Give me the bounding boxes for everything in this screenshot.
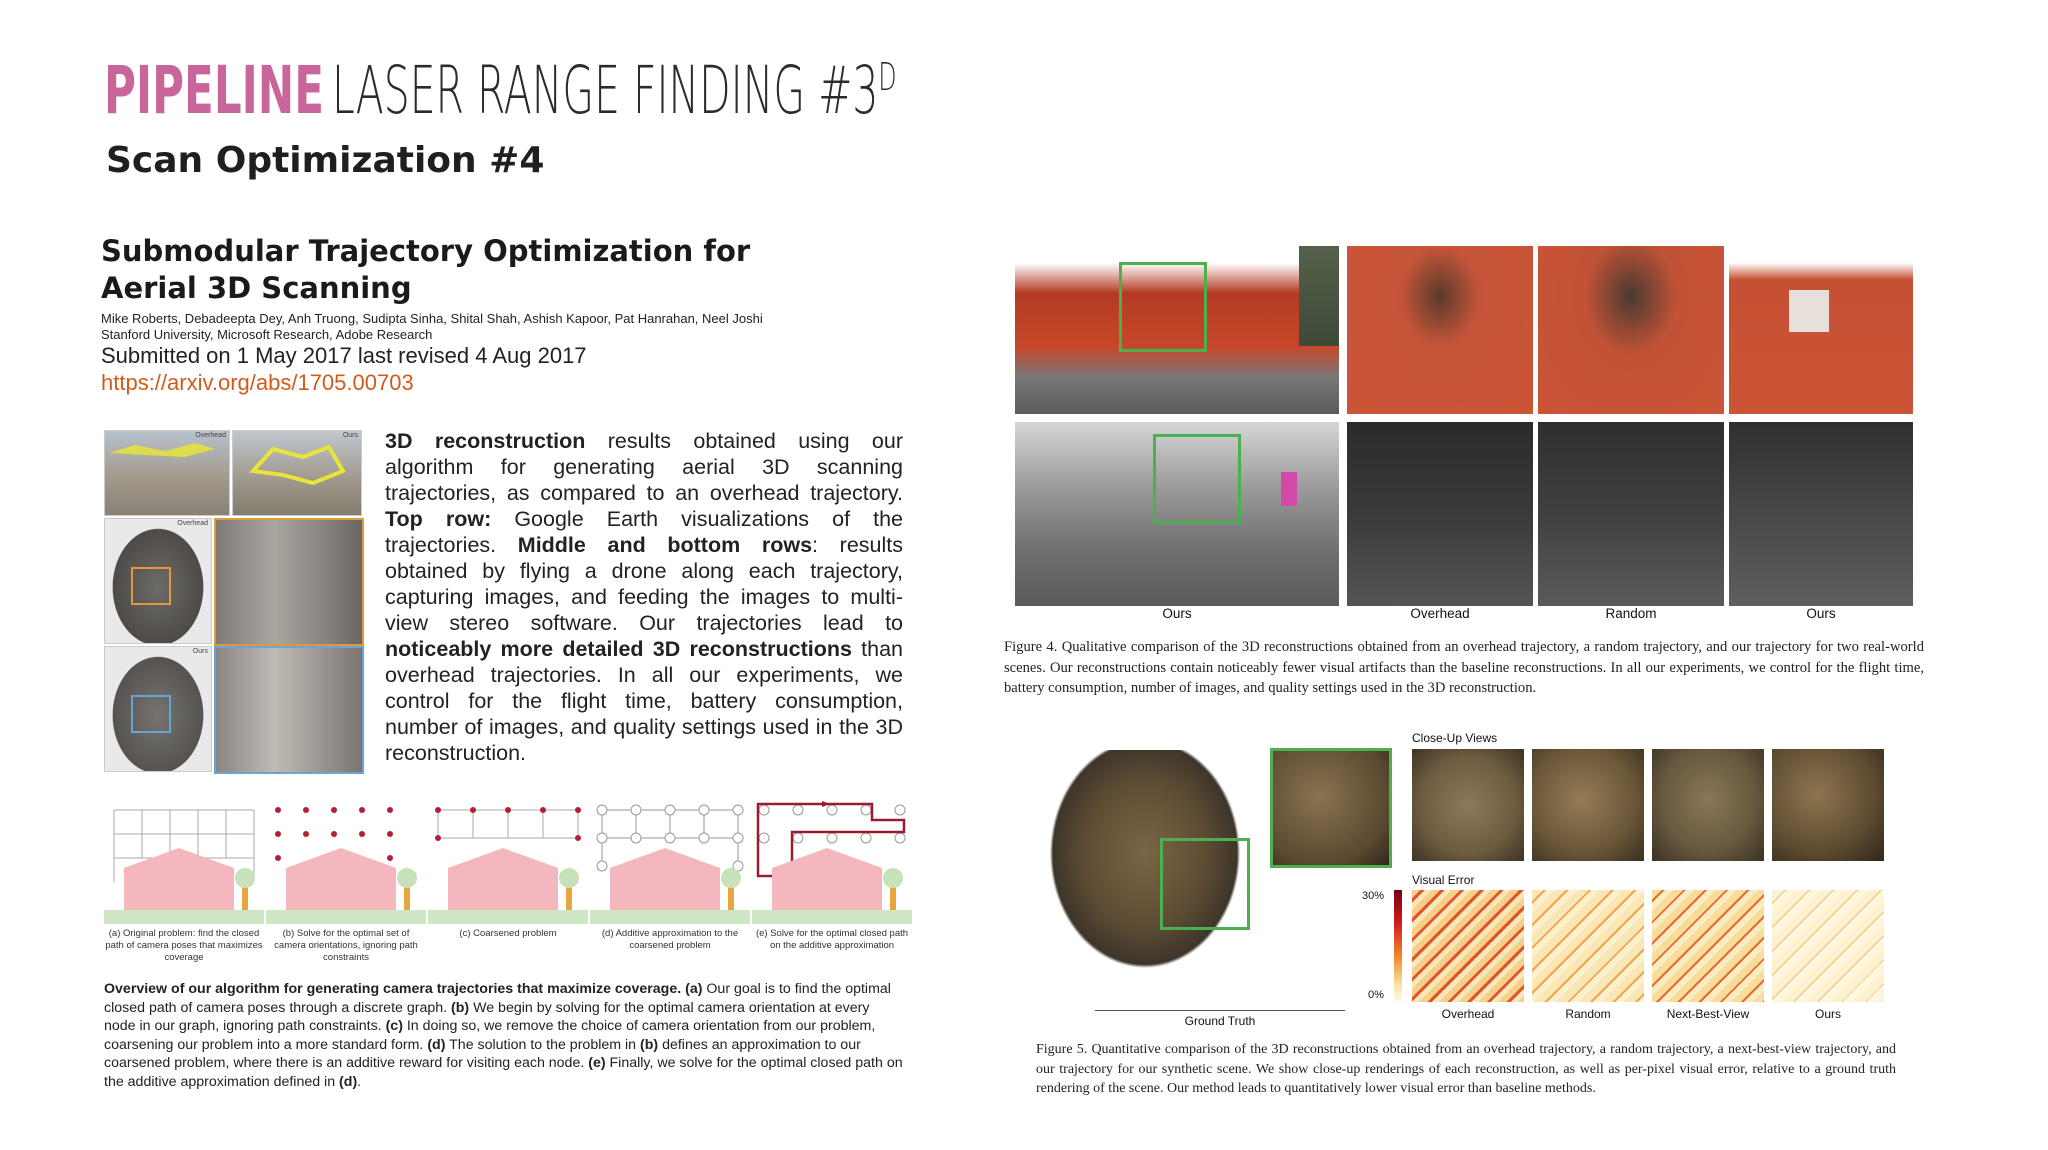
pipeline-caption-c: (c) Coarsened problem xyxy=(459,928,557,939)
trajectory-overlay-icon xyxy=(105,431,229,515)
trajectory-overlay-icon xyxy=(233,431,361,515)
fig5-error-overhead xyxy=(1412,890,1524,1002)
header-title: LASER RANGE FINDING $\#3^D$ xyxy=(332,52,897,129)
fig4-plaza-ours-photo xyxy=(1015,422,1339,606)
figure-1-thumbnails xyxy=(104,430,362,770)
fig5-error-random xyxy=(1532,890,1644,1002)
ours-closeup-image xyxy=(214,646,364,774)
tag-overhead-mid: Overhead xyxy=(177,520,208,527)
green-highlight-box xyxy=(1119,262,1207,352)
fig4-barn-ours-photo xyxy=(1015,246,1339,414)
pipeline-diagram-a xyxy=(104,798,264,926)
slide-header xyxy=(104,52,897,132)
fig5-caption: Figure 5. Quantitative comparison of the 3D reconstructions obtained from an overhead trajectory, a random trajectory, a next-best-view trajectory, and our trajectory for our synthetic scene. We show close-up renderings of each reconstruction, as well as per-pixel visual error, relative to a ground truth rendering of the scene. Our method leads to quantitatively lower visual error than baseline methods. xyxy=(1036,1042,1896,1096)
green-highlight-box xyxy=(1160,838,1250,930)
fig5-divider xyxy=(1095,1010,1345,1011)
tag-overhead-top: Overhead xyxy=(195,432,226,439)
pipeline-diagram-b xyxy=(266,798,426,926)
fig5-closeup-overhead xyxy=(1412,749,1524,861)
paper-title: Submodular Trajectory Optimization for Aerial 3D Scanning xyxy=(101,234,751,305)
header-accent: PIPELINE xyxy=(104,52,324,129)
algorithm-overview: Overview of our algorithm for generating camera trajectories that maximize coverage. (a) Our goal is to find the optimal closed path of camera poses through a discrete graph. (b) We begin by solving for the optimal camera orientation at every node in our graph, ignoring path constraints. (c) In doing so, we remove the choice of camera orientation from our problem, coarsening our problem into a more standard form. (d) The solution to the problem in (b) defines an approximation to our coarsened problem, where there is an additive reward for visiting each node. (e) Finally, we solve for the optimal closed path on the additive approximation defined in (d). xyxy=(104,981,903,1090)
overhead-closeup-image xyxy=(214,518,364,646)
header-title-sup: D xyxy=(878,55,897,99)
fig5-scale-max: 30% xyxy=(1362,890,1385,902)
fig5-closeup-title: Close-Up Views xyxy=(1412,731,1498,745)
graph-house-diagram xyxy=(104,798,264,926)
paper-authors-block xyxy=(101,311,763,343)
fig5-scale-min: 0% xyxy=(1368,989,1384,1001)
fig5-closeup-random xyxy=(1532,749,1644,861)
pipeline-caption-e: (e) Solve for the optimal closed path on the additive approximation xyxy=(755,928,909,951)
ours-trajectory-image xyxy=(232,430,362,516)
fig4-plaza-ours xyxy=(1729,422,1913,606)
fig5-error-ours xyxy=(1772,890,1884,1002)
fig4-barn-overhead xyxy=(1347,246,1533,414)
fig4-label-ours-photo: Ours xyxy=(1162,606,1192,621)
fig5-error-colorbar xyxy=(1394,890,1402,1002)
fig4-plaza-overhead xyxy=(1347,422,1533,606)
fig4-plaza-random xyxy=(1538,422,1724,606)
fig4-barn-random xyxy=(1538,246,1724,414)
paper-submitted: Submitted on 1 May 2017 last revised 4 Aug 2017 xyxy=(101,343,587,368)
pipeline-caption-b: (b) Solve for the optimal set of camera orientations, ignoring path constraints xyxy=(274,928,418,963)
tree-shape xyxy=(1299,246,1339,346)
blue-highlight-box xyxy=(131,695,171,733)
fig5-closeup-next-best-view xyxy=(1652,749,1764,861)
fig4-caption: Figure 4. Qualitative comparison of the 3D reconstructions obtained from an overhead trajectory, a random trajectory, and our trajectory for two real-world scenes. Our reconstructions contain noticeably fewer visual artifacts than the baseline reconstructions. In all our experiments, we control for the flight time, battery consumption, number of images, and quality settings used in the 3D reconstruction. xyxy=(1004,639,1924,696)
graph-house-diagram xyxy=(752,798,912,926)
fig5-closeup-ours xyxy=(1772,749,1884,861)
fig5-label-next-best-view: Next-Best-View xyxy=(1666,1007,1750,1021)
paper-affiliations: Stanford University, Microsoft Research, Adobe Research xyxy=(101,327,433,342)
overhead-reconstruction-image xyxy=(104,518,212,644)
fig5-ground-truth-closeup xyxy=(1270,748,1392,868)
fig5-label-ours: Ours xyxy=(1814,1007,1841,1021)
graph-house-diagram xyxy=(428,798,588,926)
fig4-barn-ours xyxy=(1729,246,1913,414)
pipeline-diagram-c xyxy=(428,798,588,926)
magenta-sign-shape xyxy=(1281,472,1297,506)
fig4-label-random: Random xyxy=(1605,606,1657,621)
pipeline-diagram-d xyxy=(590,798,750,926)
tag-ours-top: Ours xyxy=(342,432,358,439)
pipeline-caption-a: (a) Original problem: find the closed path of camera poses that maximizes coverage xyxy=(105,928,263,963)
fig5-label-overhead: Overhead xyxy=(1441,1007,1495,1021)
pipeline-diagram-e xyxy=(752,798,912,926)
figure-1-description: 3D reconstruction results obtained using our algorithm for generating aerial 3D scanning trajectories, as compared to an overhead trajectory. Top row: Google Earth visualizations of the trajectories. Middle and bottom rows: results obtained by flying a drone along each trajectory, capturing images, and feeding the images to multi-view stereo software. Our trajectories lead to noticeably more detailed 3D reconstructions than overhead trajectories. In all our experiments, we control for the flight time, battery consumption, number of images, and quality settings used in the 3D reconstruction. xyxy=(385,429,904,765)
pipeline-caption-d: (d) Additive approximation to the coarsened problem xyxy=(601,928,739,951)
overhead-trajectory-image xyxy=(104,430,230,516)
fig5-error-title: Visual Error xyxy=(1412,873,1475,887)
fig5-label-random: Random xyxy=(1565,1007,1611,1021)
fig4-label-overhead: Overhead xyxy=(1410,606,1470,621)
fig4-label-ours: Ours xyxy=(1806,606,1836,621)
tag-ours-bottom: Ours xyxy=(192,648,208,655)
green-highlight-box xyxy=(1153,434,1241,524)
graph-house-diagram xyxy=(266,798,426,926)
orange-highlight-box xyxy=(131,567,171,605)
slide-subtitle: Scan Optimization #4 xyxy=(106,140,545,181)
barn-window-shape xyxy=(1789,290,1829,332)
paper-link[interactable]: https://arxiv.org/abs/1705.00703 xyxy=(101,370,414,395)
paper-authors: Mike Roberts, Debadeepta Dey, Anh Truong, Sudipta Sinha, Shital Shah, Ashish Kapoor, Pat Hanrahan, Neel Joshi xyxy=(101,311,763,326)
fig5-ground-truth-render xyxy=(1040,750,1250,980)
fig5-error-next-best-view xyxy=(1652,890,1764,1002)
graph-house-diagram xyxy=(590,798,750,926)
fig5-label-ground-truth: Ground Truth xyxy=(1184,1014,1256,1028)
ours-reconstruction-image xyxy=(104,646,212,772)
